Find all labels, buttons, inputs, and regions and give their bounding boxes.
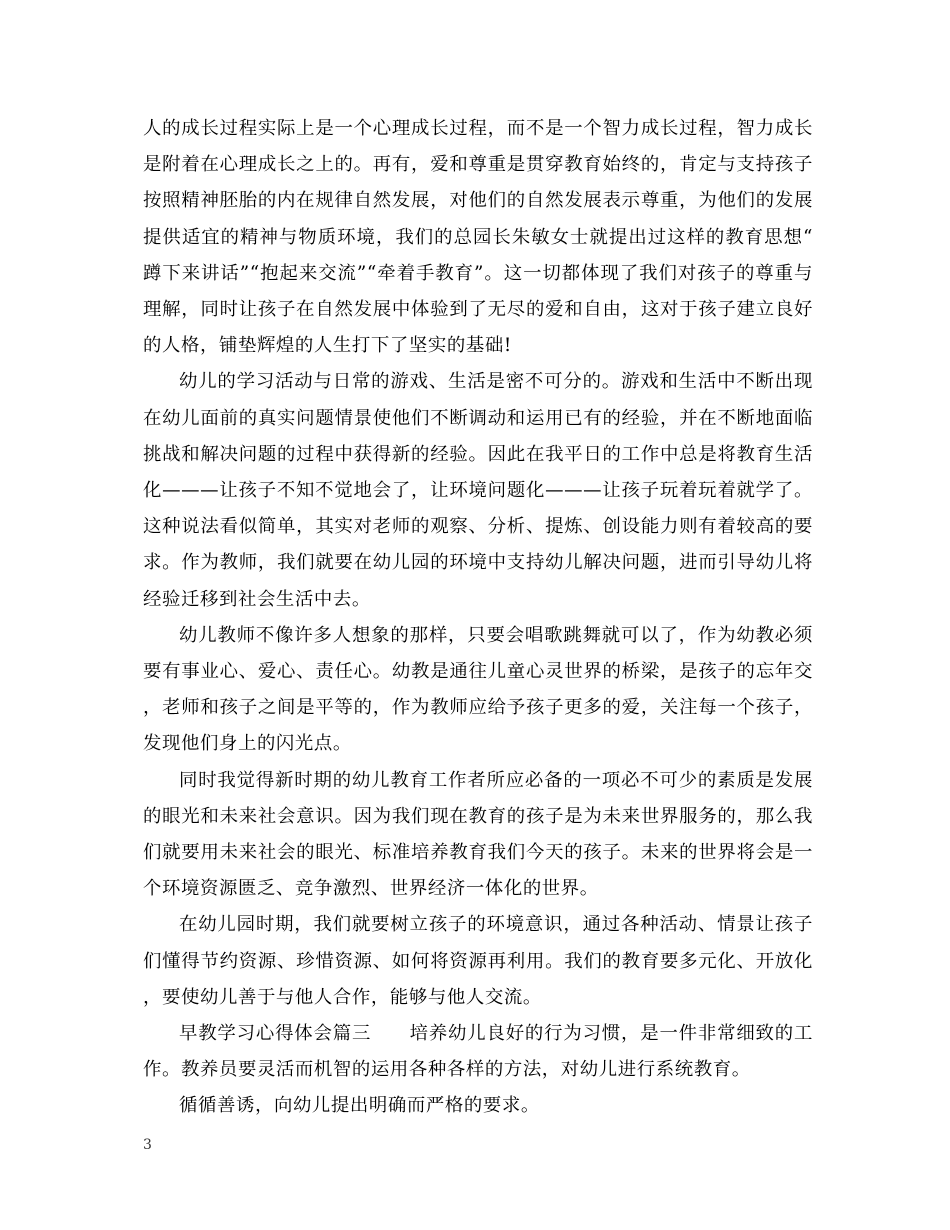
page-number: 3 — [143, 1137, 152, 1153]
paragraph-2: 幼儿的学习活动与日常的游戏、生活是密不可分的。游戏和生活中不断出现在幼儿面前的真实问题情景使他们不断调动和运用已有的经验，并在不断地面临挑战和解决问题的过程中获得新的经验。因此在我平日的工作中总是将教育生活化———让孩子不知不觉地会了，让环境问题化———让孩子玩着玩着就学了。这种说法看似简单，其实对老师的观察、分析、提炼、创设能力则有着较高的要求。作为教师，我们就要在幼儿园的环境中支持幼儿解决问题，进而引导幼儿将经验迁移到社会生活中去。 — [143, 371, 813, 610]
paragraph-5: 在幼儿园时期，我们就要树立孩子的环境意识，通过各种活动、情景让孩子们懂得节约资源、珍惜资源、如何将资源再利用。我们的教育要多元化、开放化，要使幼儿善于与他人合作，能够与他人交流。 — [143, 914, 813, 1008]
paragraph-6: 早教学习心得体会篇三 培养幼儿良好的行为习惯，是一件非常细致的工作。教养员要灵活而机智的运用各种各样的方法，对幼儿进行系统教育。 — [143, 1023, 813, 1081]
paragraph-7: 循循善诱，向幼儿提出明确而严格的要求。 — [179, 1095, 540, 1117]
paragraph-1: 人的成长过程实际上是一个心理成长过程，而不是一个智力成长过程，智力成长是附着在心理成长之上的。再有，爱和尊重是贯穿教育始终的，肯定与支持孩子按照精神胚胎的内在规律自然发展，对他们的自然发展表示尊重，为他们的发展提供适宜的精神与物质环境，我们的总园长朱敏女士就提出过这样的教育思想“蹲下来讲话”“抱起来交流”“牵着手教育”。这一切都体现了我们对孩子的尊重与理解，同时让孩子在自然发展中体验到了无尽的爱和自由，这对于孩子建立良好的人格，铺垫辉煌的人生打下了坚实的基础! — [143, 118, 813, 357]
paragraph-3: 幼儿教师不像许多人想象的那样，只要会唱歌跳舞就可以了，作为幼教必须要有事业心、爱心、责任心。幼教是通往儿童心灵世界的桥梁，是孩子的忘年交，老师和孩子之间是平等的，作为教师应给予孩子更多的爱，关注每一个孩子，发现他们身上的闪光点。 — [143, 624, 813, 755]
body-text — [143, 111, 813, 1125]
paragraph-4: 同时我觉得新时期的幼儿教育工作者所应必备的一项必不可少的素质是发展的眼光和未来社会意识。因为我们现在教育的孩子是为未来世界服务的，那么我们就要用未来社会的眼光、标准培养教育我们今天的孩子。未来的世界将会是一个环境资源匮乏、竞争激烈、世界经济一体化的世界。 — [143, 769, 813, 900]
